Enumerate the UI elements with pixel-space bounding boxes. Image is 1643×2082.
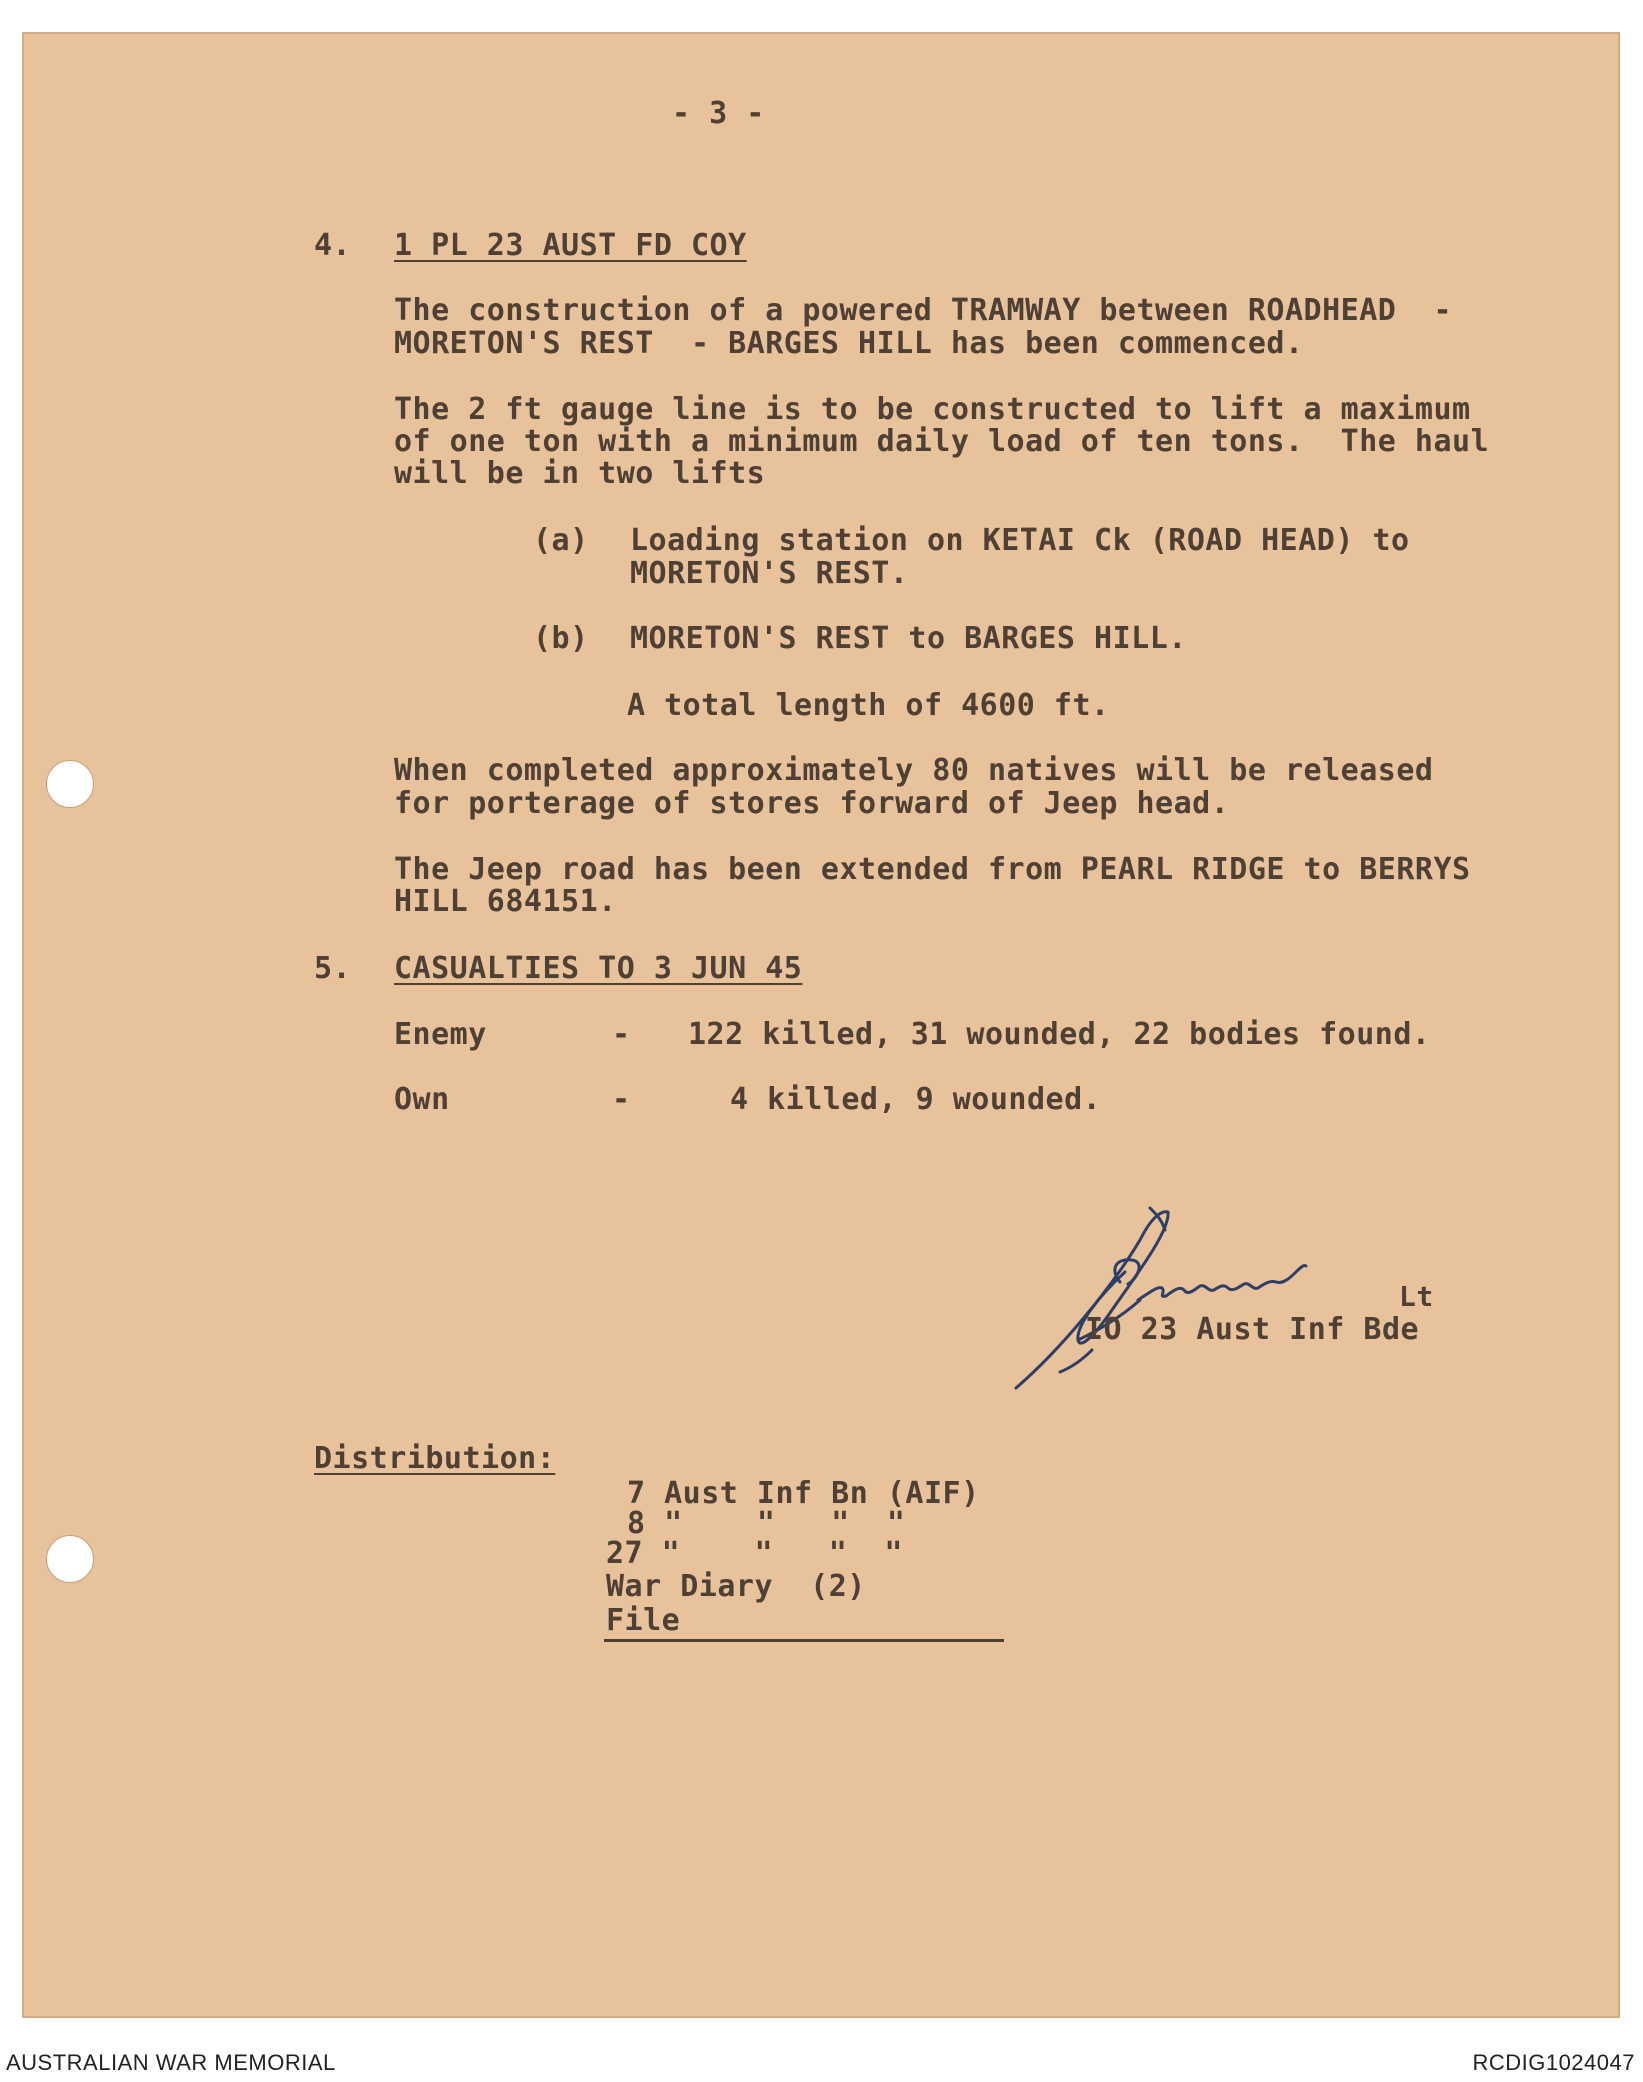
section-4-para2-line2: of one ton with a minimum daily load of ten tons. The haul <box>394 424 1490 459</box>
section-4-para3-line1: When completed approximately 80 natives will be released <box>394 753 1434 788</box>
section-4-para1-line2: MORETON'S REST - BARGES HILL has been commenced. <box>394 326 1304 361</box>
item-a-label: (a) <box>533 523 589 558</box>
enemy-label: Enemy <box>394 1017 487 1052</box>
footer-archive-name: AUSTRALIAN WAR MEMORIAL <box>6 2050 336 2075</box>
footer-image-id: RCDIG1024047 <box>1472 2050 1635 2075</box>
signature-rank: Lt <box>1399 1280 1434 1313</box>
own-casualties: 4 killed, 9 wounded. <box>730 1082 1102 1117</box>
distribution-label: Distribution: <box>314 1441 556 1476</box>
signature-unit: IO 23 Aust Inf Bde <box>1085 1312 1420 1347</box>
section-4-para4-line1: The Jeep road has been extended from PEARL RIDGE to BERRYS <box>394 852 1471 887</box>
punch-hole-bottom <box>46 1535 94 1583</box>
section-5-heading: CASUALTIES TO 3 JUN 45 <box>394 951 803 986</box>
item-a-line1: Loading station on KETAI Ck (ROAD HEAD) to <box>630 523 1410 558</box>
distribution-end-rule <box>604 1639 1004 1642</box>
section-4-heading: 1 PL 23 AUST FD COY <box>394 228 747 263</box>
own-label: Own <box>394 1082 450 1117</box>
section-4-para1-line1: The construction of a powered TRAMWAY between ROADHEAD - <box>394 293 1453 328</box>
total-length: A total length of 4600 ft. <box>627 688 1110 723</box>
distribution-line-3: 27 " " " " <box>606 1536 903 1571</box>
punch-hole-top <box>46 760 94 808</box>
item-b-text: MORETON'S REST to BARGES HILL. <box>630 621 1187 656</box>
page-number: - 3 - <box>672 96 765 131</box>
section-4-para2-line1: The 2 ft gauge line is to be constructed to lift a maximum <box>394 392 1471 427</box>
enemy-casualties: 122 killed, 31 wounded, 22 bodies found. <box>688 1017 1431 1052</box>
item-b-label: (b) <box>533 621 589 656</box>
section-4-para4-line2: HILL 684151. <box>394 884 617 919</box>
distribution-line-5: File <box>606 1603 681 1638</box>
distribution-line-4: War Diary (2) <box>606 1569 866 1604</box>
section-4-number: 4. <box>314 228 352 263</box>
item-a-line2: MORETON'S REST. <box>630 556 909 591</box>
distribution-line-1: 7 Aust Inf Bn (AIF) <box>627 1476 980 1511</box>
handwritten-signature <box>1000 1200 1420 1400</box>
section-5-number: 5. <box>314 951 352 986</box>
section-4-para3-line2: for porterage of stores forward of Jeep head. <box>394 786 1230 821</box>
enemy-dash: - <box>612 1017 631 1052</box>
distribution-line-2: 8 " " " " <box>627 1506 906 1541</box>
own-dash: - <box>612 1082 631 1117</box>
section-4-para2-line3: will be in two lifts <box>394 456 766 491</box>
